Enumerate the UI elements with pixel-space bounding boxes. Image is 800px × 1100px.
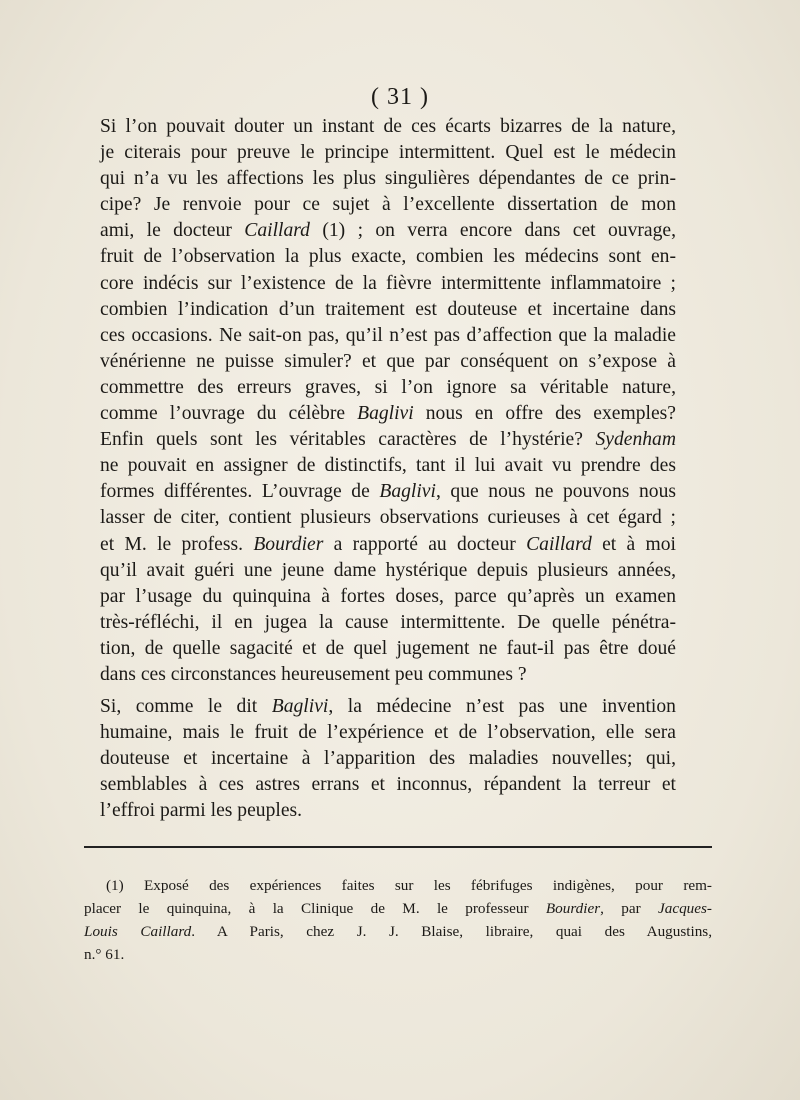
- text-line: humaine, mais le fruit de l’expérience et de l’observation, elle sera: [100, 722, 676, 744]
- text-line: ces occasions. Ne sait-on pas, qu’il n’est pas d’affection que la maladie: [100, 324, 676, 346]
- footnote-line: (1) Exposé des expériences faites sur les fébrifuges indigènes, pour rem-: [106, 877, 712, 894]
- text-line: Enfin quels sont les véritables caractères de l’hystérie? Sydenham: [100, 429, 676, 451]
- text-line: core indécis sur l’existence de la fièvre intermittente inflammatoire ;: [100, 272, 676, 294]
- text-line: douteuse et incertaine à l’apparition des maladies nouvelles; qui,: [100, 748, 676, 770]
- text-line: fruit de l’observation la plus exacte, combien les médecins sont en-: [100, 246, 676, 268]
- text-line: par l’usage du quinquina à fortes doses, parce qu’après un examen: [100, 585, 676, 607]
- paragraph-2: [66, 694, 676, 824]
- name-baglivi: Baglivi: [271, 696, 329, 718]
- text-line: tion, de quelle sagacité et de quel jugement ne faut-il pas être doué: [100, 637, 676, 659]
- footnote-line: Louis Caillard. A Paris, chez J. J. Blaise, libraire, quai des Augustins,: [84, 923, 712, 940]
- text-line: et M. le profess. Bourdier a rapporté au docteur Caillard et à moi: [100, 533, 677, 555]
- page-number: ( 31 ): [371, 84, 429, 110]
- author-name: Jacques-: [658, 900, 712, 917]
- name-caillard: Caillard: [244, 220, 310, 242]
- footnote: [84, 874, 712, 966]
- footnote-divider: [84, 846, 712, 848]
- text-line: très-réfléchi, il en jugea la cause intermittente. De quelle pénétra-: [100, 611, 676, 633]
- text-line: qu’il avait guéri une jeune dame hystérique depuis plusieurs années,: [100, 559, 676, 581]
- text-line: je citerais pour preuve le principe intermittent. Quel est le médecin: [100, 142, 676, 164]
- footnote-line: placer le quinquina, à la Clinique de M. le professeur Bourdier, par Jacques-: [84, 900, 712, 917]
- text-line: ne pouvait en assigner de distinctifs, tant il lui avait vu prendre des: [100, 455, 676, 477]
- text-line: vénérienne ne puisse simuler? et que par conséquent on s’expose à: [100, 350, 676, 372]
- name-baglivi: Baglivi: [357, 403, 414, 425]
- text-line: combien l’indication d’un traitement est douteuse et incertaine dans: [100, 298, 676, 320]
- author-name: Louis Caillard: [84, 923, 192, 940]
- name-bourdier: Bourdier: [545, 900, 601, 917]
- text-line: Si, comme le dit Baglivi, la médecine n’est pas une invention: [100, 696, 676, 718]
- name-caillard: Caillard: [526, 533, 592, 555]
- text-line: cipe? Je renvoie pour ce sujet à l’excellente dissertation de mon: [100, 194, 676, 216]
- text-line: formes différentes. L’ouvrage de Baglivi, que nous ne pouvons nous: [100, 481, 676, 503]
- text-line: Si l’on pouvait douter un instant de ces écarts bizarres de la nature,: [100, 116, 676, 137]
- text-line: semblables à ces astres errans et inconnus, répandent la terreur et: [100, 774, 676, 796]
- name-baglivi: Baglivi: [379, 481, 436, 503]
- text-line: l’effroi parmi les peuples.: [100, 800, 303, 822]
- text-line: commettre des erreurs graves, si l’on ignore sa véritable nature,: [100, 376, 676, 398]
- text-line: comme l’ouvrage du célèbre Baglivi nous en offre des exemples?: [100, 403, 676, 425]
- name-bourdier: Bourdier: [253, 533, 324, 555]
- text-line: qui n’a vu les affections les plus singulières dépendantes de ce prin-: [100, 168, 676, 190]
- text-line: lasser de citer, contient plusieurs observations curieuses à cet égard ;: [100, 507, 676, 529]
- main-text: [66, 114, 676, 825]
- name-sydenham: Sydenham: [595, 429, 676, 451]
- footnote-line: n.° 61.: [84, 946, 125, 963]
- text-line: dans ces circonstances heureusement peu communes ?: [100, 663, 527, 685]
- paragraph-1: [66, 114, 676, 688]
- text-line: ami, le docteur Caillard (1) ; on verra encore dans cet ouvrage,: [100, 220, 676, 242]
